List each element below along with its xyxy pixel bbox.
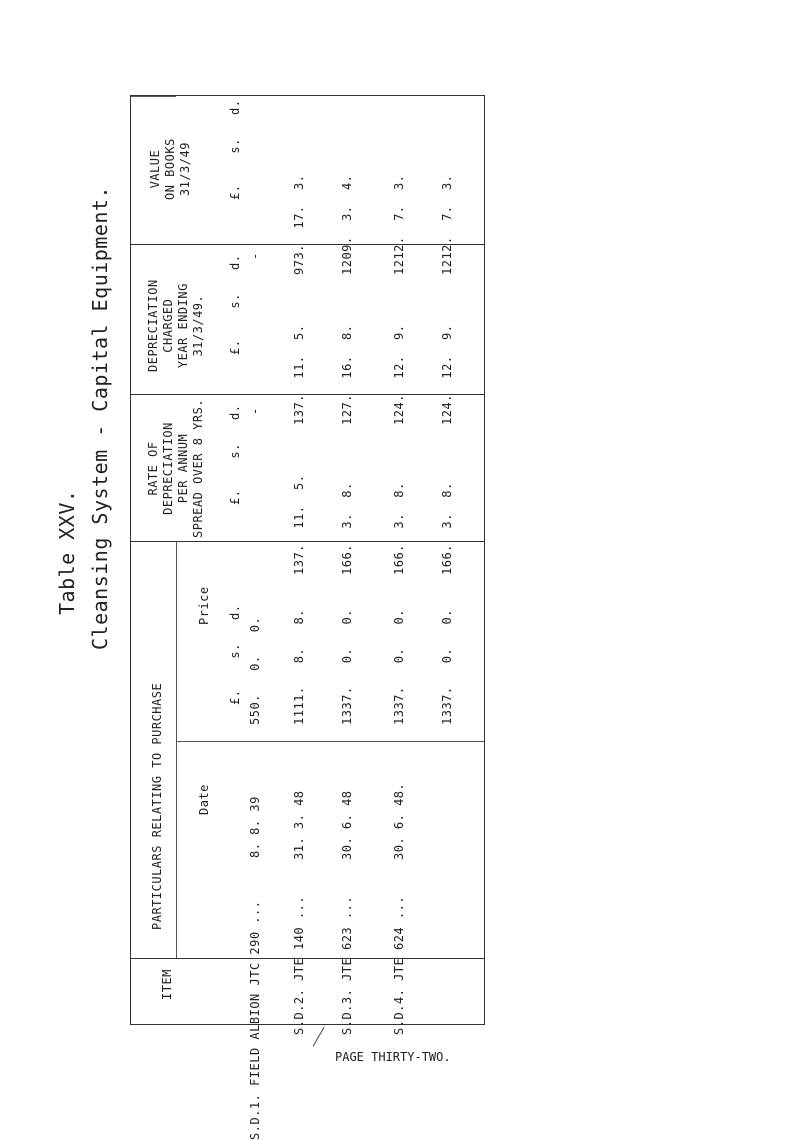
divider-particulars-header xyxy=(176,541,177,958)
table-row: 127. 16. 8. xyxy=(340,324,354,425)
price-units: £. s. d. xyxy=(228,604,242,705)
table-row: 30. 6. 48 xyxy=(340,790,354,860)
rate-header: RATE OF DEPRECIATION PER ANNUM SPREAD OVER 8 YRS. xyxy=(146,398,205,538)
table-row: - xyxy=(248,407,262,415)
table-row: 124. 12. 9. xyxy=(440,324,454,425)
pencil-mark xyxy=(313,1027,326,1047)
page-title xyxy=(55,490,79,615)
table-row: 550. 0. 0. xyxy=(248,616,262,725)
table-row: 166. 3. 8. xyxy=(340,482,354,575)
table-row: 1111. 8. 8. xyxy=(292,609,306,725)
table-row: S.D.1. FIELD ALBION JTC 290 ... xyxy=(248,900,262,1140)
table-row: 166. 3. 8. xyxy=(392,482,406,575)
value-units: £. s. d. xyxy=(228,99,242,200)
divider-header-row xyxy=(131,96,176,97)
table-row: 166. 3. 8. xyxy=(440,482,454,575)
divider-value xyxy=(131,244,484,245)
table-row: 137. 11. 5. xyxy=(292,474,306,575)
table-row: 973. 17. 3. xyxy=(292,174,306,275)
page-subtitle xyxy=(88,186,112,650)
depreciation-units: £. s. d. xyxy=(228,254,242,355)
table-row: 1209. 3. 4. xyxy=(340,174,354,275)
value-header: VALUE ON BOOKS 31/3/49 xyxy=(148,138,192,200)
table-row: 31. 3. 48 xyxy=(292,790,306,860)
table-row: 124. 12. 9. xyxy=(392,324,406,425)
capital-equipment-table xyxy=(130,95,485,1025)
table-row: 1337. 0. 0. xyxy=(340,609,354,725)
rate-units: £. s. d. xyxy=(228,404,242,505)
item-header: ITEM xyxy=(160,969,174,1000)
table-row: S.D.4. JTE 624 ... xyxy=(392,895,406,1035)
table-row: S.D.3. JTE 623 ... xyxy=(340,895,354,1035)
divider-price-date xyxy=(176,741,484,742)
date-header: Date xyxy=(197,784,211,815)
table-row: 1337. 0. 0. xyxy=(440,609,454,725)
particulars-header: PARTICULARS RELATING TO PURCHASE xyxy=(150,682,164,930)
divider-particulars xyxy=(131,958,484,959)
table-row: 8. 8. 39 xyxy=(248,796,262,858)
table-row: 1337. 0. 0. xyxy=(392,609,406,725)
divider-depreciation xyxy=(131,394,484,395)
table-row: S.D.2. JTE 140 ... xyxy=(292,895,306,1035)
table-row: 30. 6. 48. xyxy=(392,782,406,860)
table-row: 137. 11. 5. xyxy=(292,324,306,425)
table-row: 1212. 7. 3. xyxy=(440,174,454,275)
table-row: 1212. 7. 3. xyxy=(392,174,406,275)
divider-rate xyxy=(131,541,484,542)
page-number: PAGE THIRTY-TWO. xyxy=(335,1050,451,1064)
table-row: - xyxy=(248,252,262,260)
price-header: Price xyxy=(197,586,211,625)
table-label: Table XXV. xyxy=(55,489,79,615)
depreciation-header: DEPRECIATION CHARGED YEAR ENDING 31/3/49. xyxy=(146,279,205,372)
table-title: Cleansing System - Capital Equipment. xyxy=(88,185,112,650)
